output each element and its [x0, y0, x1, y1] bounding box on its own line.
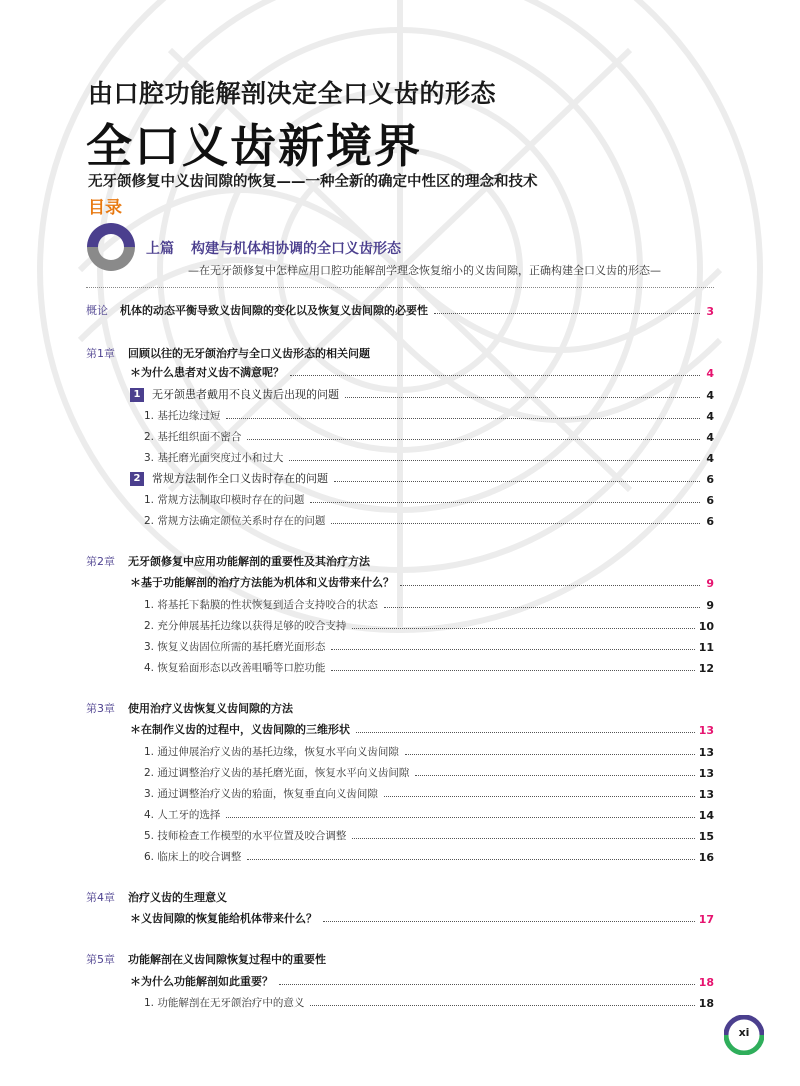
page-ref: 11	[698, 641, 714, 654]
chapter-2-heading[interactable]	[86, 553, 714, 571]
chapter-title: 功能解剖在义齿间隙恢复过程中的重要性	[128, 953, 326, 966]
page-ref: 17	[698, 913, 714, 926]
toc-entry[interactable]	[144, 636, 714, 654]
dot-leader	[352, 838, 694, 839]
chapter-title: 治疗义齿的生理意义	[128, 891, 227, 904]
toc-entry[interactable]	[144, 783, 714, 801]
page-ref: 15	[698, 830, 714, 843]
page-ref: 4	[706, 410, 714, 423]
dot-leader	[331, 523, 700, 524]
dot-leader	[345, 397, 700, 398]
toc-entry[interactable]	[144, 992, 714, 1010]
page-ref: 3	[706, 305, 714, 318]
entry-text: 4. 人工牙的选择	[144, 809, 221, 821]
chapter-4-heading[interactable]	[86, 889, 714, 907]
entry-text: 1. 功能解剖在无牙颌治疗中的意义	[144, 997, 305, 1009]
page-number: xi	[738, 1026, 750, 1039]
toc-entry[interactable]	[144, 510, 714, 528]
page-ref: 10	[698, 620, 714, 633]
toc-entry[interactable]	[144, 846, 714, 864]
toc-entry[interactable]	[130, 572, 714, 590]
toc-entry[interactable]	[130, 362, 714, 380]
chapter-5-heading[interactable]	[86, 951, 714, 969]
page-ref: 4	[706, 389, 714, 402]
overview-label: 概论	[86, 304, 108, 317]
dot-leader	[290, 375, 700, 376]
dot-leader	[331, 670, 694, 671]
chapter-label: 第3章	[86, 702, 115, 715]
part-name: 上篇	[146, 241, 174, 257]
toc-entry[interactable]	[130, 719, 714, 737]
chapter-title: 回顾以往的无牙颌治疗与全口义齿形态的相关问题	[128, 347, 370, 360]
dot-leader	[289, 460, 700, 461]
dot-leader	[279, 984, 695, 985]
entry-text: 3. 基托磨光面突度过小和过大	[144, 452, 284, 464]
toc-entry[interactable]	[144, 426, 714, 444]
book-title: 全口义齿新境界	[86, 119, 422, 173]
toc-entry[interactable]	[144, 741, 714, 759]
page-ref: 4	[706, 367, 714, 380]
page-ref: 9	[706, 577, 714, 590]
entry-text: 1. 基托边缘过短	[144, 410, 221, 422]
toc-entry[interactable]	[144, 594, 714, 612]
entry-text: 1. 通过伸展治疗义齿的基托边缘，恢复水平向义齿间隙	[144, 746, 399, 758]
dot-leader	[384, 607, 700, 608]
toc-section-entry[interactable]	[130, 384, 714, 402]
page-ref: 13	[698, 724, 714, 737]
dot-leader	[310, 502, 700, 503]
book-subtitle: 无牙颌修复中义齿间隙的恢复——一种全新的确定中性区的理念和技术	[88, 174, 538, 190]
page-ref: 16	[698, 851, 714, 864]
toc-entry[interactable]	[144, 447, 714, 465]
entry-text: 2. 基托组织面不密合	[144, 431, 242, 443]
chapter-label: 第4章	[86, 891, 115, 904]
entry-text: 1. 将基托下黏膜的性状恢复到适合支持咬合的状态	[144, 599, 378, 611]
section-divider	[86, 287, 714, 288]
toc-entry[interactable]	[144, 825, 714, 843]
toc-entry[interactable]	[144, 405, 714, 423]
page-ref: 18	[698, 997, 714, 1010]
page-ref: 13	[698, 767, 714, 780]
page-ref: 6	[706, 473, 714, 486]
page-ref: 4	[706, 431, 714, 444]
dot-leader	[247, 859, 694, 860]
chapter-title: 无牙颌修复中应用功能解剖的重要性及其治疗方法	[128, 555, 370, 568]
entry-text: 3. 恢复义齿固位所需的基托磨光面形态	[144, 641, 326, 653]
section-number-badge: 1	[130, 388, 144, 402]
entry-text: 无牙颌患者戴用不良义齿后出现的问题	[152, 388, 339, 401]
entry-text: 4. 恢复𬌗面形态以改善咀嚼等口腔功能	[144, 662, 326, 674]
entry-text: ＊义齿间隙的恢复能给机体带来什么？	[130, 912, 317, 925]
dot-leader	[356, 732, 695, 733]
entry-text: ＊为什么功能解剖如此重要？	[130, 975, 273, 988]
page-ref: 14	[698, 809, 714, 822]
section-number-badge: 2	[130, 472, 144, 486]
page-ref: 4	[706, 452, 714, 465]
part-circle-icon	[86, 222, 136, 272]
dot-leader	[323, 921, 695, 922]
part-title: 构建与机体相协调的全口义齿形态	[191, 241, 401, 257]
entry-text: 1. 常规方法制取印模时存在的问题	[144, 494, 305, 506]
toc-entry[interactable]	[144, 615, 714, 633]
page-ref: 12	[698, 662, 714, 675]
part-description: —在无牙颌修复中怎样应用口腔功能解剖学理念恢复缩小的义齿间隙，正确构建全口义齿的形态—	[188, 264, 661, 277]
entry-text: ＊基于功能解剖的治疗方法能为机体和义齿带来什么？	[130, 576, 394, 589]
toc-section-entry[interactable]	[130, 468, 714, 486]
toc-entry[interactable]	[130, 908, 714, 926]
toc-entry[interactable]	[144, 489, 714, 507]
toc-entry[interactable]	[144, 804, 714, 822]
page-ref: 6	[706, 494, 714, 507]
dot-leader	[226, 817, 694, 818]
page-ref: 13	[698, 746, 714, 759]
entry-text: 2. 常规方法确定颌位关系时存在的问题	[144, 515, 326, 527]
toc-entry[interactable]	[144, 657, 714, 675]
dot-leader	[247, 439, 700, 440]
dot-leader	[415, 775, 694, 776]
dot-leader	[331, 649, 694, 650]
toc-overview[interactable]	[86, 300, 714, 318]
entry-text: 5. 技师检查工作模型的水平位置及咬合调整	[144, 830, 347, 842]
entry-text: 3. 通过调整治疗义齿的𬌗面，恢复垂直向义齿间隙	[144, 788, 378, 800]
entry-text: ＊为什么患者对义齿不满意呢？	[130, 366, 284, 379]
page-ref: 6	[706, 515, 714, 528]
dot-leader	[334, 481, 700, 482]
dot-leader	[405, 754, 695, 755]
dot-leader	[352, 628, 694, 629]
entry-text: 2. 充分伸展基托边缘以获得足够的咬合支持	[144, 620, 347, 632]
overview-title: 机体的动态平衡导致义齿间隙的变化以及恢复义齿间隙的必要性	[120, 304, 428, 317]
chapter-1-heading[interactable]	[86, 345, 714, 363]
book-pre-title: 由口腔功能解剖决定全口义齿的形态	[88, 79, 497, 108]
chapter-label: 第2章	[86, 555, 115, 568]
entry-text: ＊在制作义齿的过程中，义齿间隙的三维形状	[130, 723, 350, 736]
dot-leader	[434, 313, 700, 314]
toc-heading: 目录	[88, 198, 122, 218]
chapter-label: 第5章	[86, 953, 115, 966]
entry-text: 2. 通过调整治疗义齿的基托磨光面，恢复水平向义齿间隙	[144, 767, 410, 779]
entry-text: 6. 临床上的咬合调整	[144, 851, 242, 863]
dot-leader	[226, 418, 700, 419]
page-ref: 9	[706, 599, 714, 612]
page-ref: 13	[698, 788, 714, 801]
entry-text: 常规方法制作全口义齿时存在的问题	[152, 472, 328, 485]
chapter-label: 第1章	[86, 347, 115, 360]
chapter-title: 使用治疗义齿恢复义齿间隙的方法	[128, 702, 293, 715]
dot-leader	[310, 1005, 694, 1006]
chapter-3-heading[interactable]	[86, 700, 714, 718]
dot-leader	[384, 796, 695, 797]
page-ref: 18	[698, 976, 714, 989]
toc-entry[interactable]	[130, 971, 714, 989]
toc-entry[interactable]	[144, 762, 714, 780]
dot-leader	[400, 585, 700, 586]
